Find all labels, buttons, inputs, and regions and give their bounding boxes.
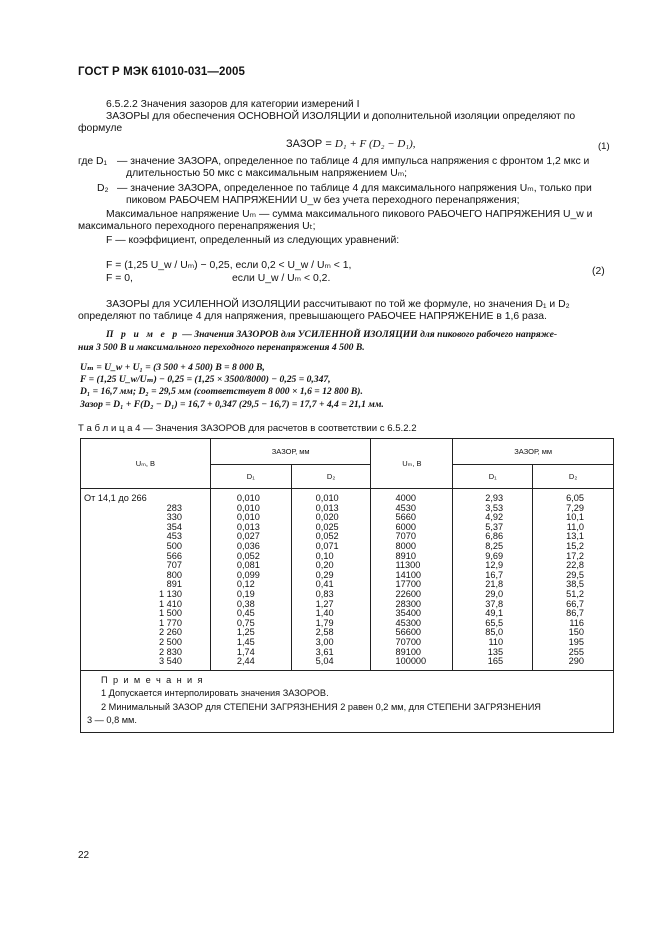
reinforced-line-2: определяют по таблице 4 для напряжения, превышающего РАБОЧЕЕ НАПРЯЖЕНИЕ в 1,6 раза. bbox=[78, 311, 547, 322]
table-caption bbox=[78, 422, 417, 435]
right-d2-row-5: 13,1 bbox=[566, 531, 584, 542]
left-d1-row-17: 1,74 bbox=[236, 646, 255, 657]
left-d2-row-4: 0,025 bbox=[315, 521, 339, 532]
right-d1-row-11: 29,0 bbox=[485, 588, 504, 599]
left-d2-row-9: 0,29 bbox=[315, 569, 334, 580]
right-d1-row-2: 3,53 bbox=[485, 502, 504, 513]
left-um-row-9: 800 bbox=[166, 569, 182, 580]
left-um-row-4: 354 bbox=[166, 521, 182, 532]
left-d1-row-3: 0,010 bbox=[236, 512, 260, 523]
column-left-d1 bbox=[210, 489, 291, 671]
left-d2-row-8: 0,20 bbox=[315, 560, 334, 571]
left-d1-row-2: 0,010 bbox=[236, 502, 260, 513]
right-d1-row-9: 16,7 bbox=[485, 569, 504, 580]
left-d1-row-11: 0,19 bbox=[236, 588, 255, 599]
left-d2-row-11: 0,83 bbox=[315, 588, 334, 599]
right-um-row-18: 100000 bbox=[395, 656, 427, 667]
left-d1-row-18: 2,44 bbox=[236, 656, 255, 667]
example-line-2: ния 3 500 В и максимального переходного перенапряжения 4 500 В. bbox=[78, 342, 365, 353]
left-d2-row-17: 3,61 bbox=[315, 646, 334, 657]
section-title: 6.5.2.2 Значения зазоров для категории измерений I bbox=[106, 99, 360, 110]
clearance-table bbox=[80, 438, 614, 733]
column-left-d2 bbox=[291, 489, 371, 671]
right-um-row-14: 45300 bbox=[395, 617, 422, 628]
max-voltage-line-1: Максимальное напряжение Uₘ — сумма максимального пикового РАБОЧЕГО НАПРЯЖЕНИЯ U_w и bbox=[106, 209, 593, 220]
intro-line-2: формуле bbox=[78, 123, 123, 134]
where-d2-line-1: — значение ЗАЗОРА, определенное по таблице 4 для максимального напряжения Uₘ, только при bbox=[117, 183, 592, 194]
right-d2-row-16: 195 bbox=[568, 636, 584, 647]
right-um-row-4: 6000 bbox=[395, 521, 416, 532]
header-gap-left: ЗАЗОР, мм bbox=[210, 439, 371, 465]
left-d2-row-14: 1,79 bbox=[315, 617, 334, 628]
left-um-row-14: 1 770 bbox=[159, 617, 182, 628]
example-calc-4: Зазор = D₁ + F(D₂ − D₁) = 16,7 + 0,347 (29,5 − 16,7) = 17,7 + 4,4 = 21,1 мм. bbox=[80, 399, 384, 410]
formula-2-line-1: F = (1,25 U_w / Uₘ) − 0,25, если 0,2 < U_w / Uₘ < 1, bbox=[106, 260, 352, 271]
left-um-row-13: 1 500 bbox=[159, 608, 182, 619]
where-d1-line-2: длительностью 50 мкс с максимальным напряжением Uₘ; bbox=[126, 168, 408, 179]
right-d1-row-13: 49,1 bbox=[485, 608, 504, 619]
right-d2-row-17: 255 bbox=[568, 646, 584, 657]
formula-1 bbox=[286, 138, 416, 151]
formula-1-number: (1) bbox=[598, 141, 610, 152]
where-d2-line-2: пиковом РАБОЧЕМ НАПРЯЖЕНИИ U_w без учета переходного перенапряжения; bbox=[126, 195, 520, 206]
header-gap-right: ЗАЗОР, мм bbox=[453, 439, 614, 465]
right-d2-row-3: 10,1 bbox=[566, 512, 584, 523]
left-d1-row-6: 0,036 bbox=[236, 540, 260, 551]
left-d2-row-10: 0,41 bbox=[315, 579, 334, 590]
header-um-left: Uₘ, В bbox=[81, 439, 211, 489]
left-d2-row-16: 3,00 bbox=[315, 636, 334, 647]
right-d2-row-14: 116 bbox=[569, 617, 584, 628]
left-d1-row-15: 1,25 bbox=[236, 627, 255, 638]
left-um-row-18: 3 540 bbox=[159, 656, 182, 667]
left-d1-row-5: 0,027 bbox=[236, 531, 260, 542]
example-line-1 bbox=[106, 328, 557, 341]
column-right-um bbox=[371, 489, 453, 671]
right-d1-row-12: 37,8 bbox=[485, 598, 504, 609]
left-um-row-12: 1 410 bbox=[159, 598, 182, 609]
left-d1-row-1: 0,010 bbox=[236, 493, 260, 503]
header-d2-left: D₂ bbox=[291, 465, 371, 489]
intro-line-1: ЗАЗОРЫ для обеспечения ОСНОВНОЙ ИЗОЛЯЦИИ и дополнительной изоляции определяют по bbox=[106, 111, 576, 122]
formula-1-lhs: ЗАЗОР = bbox=[286, 138, 335, 150]
table-caption-label: Т а б л и ц а 4 bbox=[78, 423, 141, 434]
right-d2-row-13: 86,7 bbox=[566, 608, 584, 619]
notes-title: П р и м е ч а н и я bbox=[101, 674, 204, 685]
left-um-row-15: 2 260 bbox=[159, 627, 182, 638]
right-um-row-12: 28300 bbox=[395, 598, 422, 609]
left-d1-row-12: 0,38 bbox=[236, 598, 255, 609]
formula-2-line-2a: F = 0, bbox=[106, 273, 133, 284]
right-um-row-3: 5660 bbox=[395, 512, 416, 523]
right-um-row-17: 89100 bbox=[395, 646, 422, 657]
left-d2-row-1: 0,010 bbox=[315, 493, 339, 503]
right-um-row-16: 70700 bbox=[395, 636, 422, 647]
note-2: 2 Минимальный ЗАЗОР для СТЕПЕНИ ЗАГРЯЗНЕНИЯ 2 равен 0,2 мм, для СТЕПЕНИ ЗАГРЯЗНЕНИЯ bbox=[101, 701, 541, 712]
example-calc-3: D₁ = 16,7 мм; D₂ = 29,5 мм (соответствует 8 000 × 1,6 = 12 800 В). bbox=[80, 386, 363, 397]
right-d1-row-18: 165 bbox=[487, 656, 504, 667]
note-1: 1 Допускается интерполировать значения ЗАЗОРОВ. bbox=[101, 688, 329, 699]
where-d1-line-1: — значение ЗАЗОРА, определенное по таблице 4 для импульса напряжения с фронтом 1,2 мкс и bbox=[117, 156, 590, 167]
right-d2-row-1: 6,05 bbox=[566, 493, 584, 503]
header-d2-right: D₂ bbox=[533, 465, 614, 489]
header-um-right: Uₘ, В bbox=[371, 439, 453, 489]
where-d1-prefix: где D₁ bbox=[78, 156, 108, 167]
right-d1-row-1: 2,93 bbox=[485, 493, 504, 503]
document-header: ГОСТ Р МЭК 61010-031—2005 bbox=[78, 66, 245, 78]
left-d2-row-18: 5,04 bbox=[315, 656, 334, 667]
right-um-row-15: 56600 bbox=[395, 627, 422, 638]
example-label: П р и м е р bbox=[106, 329, 180, 340]
left-um-row-6: 500 bbox=[166, 540, 182, 551]
right-d2-row-10: 38,5 bbox=[566, 579, 584, 590]
where-d2-prefix: D₂ bbox=[97, 183, 109, 194]
right-d1-row-7: 9,69 bbox=[485, 550, 504, 561]
left-um-row-10: 891 bbox=[166, 579, 182, 590]
right-d1-row-5: 6,86 bbox=[485, 531, 504, 542]
left-um-row-5: 453 bbox=[166, 531, 182, 542]
max-voltage-line-2: максимального переходного перенапряжения Uₜ; bbox=[78, 221, 316, 232]
example-calc-1: Uₘ = U_w + U₁ = (3 500 + 4 500) В = 8 000 В, bbox=[80, 362, 265, 373]
right-um-row-6: 8000 bbox=[395, 540, 416, 551]
left-d2-row-3: 0,020 bbox=[315, 512, 339, 523]
example-calc-2: F = (1,25 U_w/Uₘ) − 0,25 = (1,25 × 3500/8000) − 0,25 = 0,347, bbox=[80, 374, 331, 385]
right-d2-row-11: 51,2 bbox=[566, 588, 584, 599]
right-d1-row-14: 65,5 bbox=[485, 617, 504, 628]
page-number: 22 bbox=[78, 850, 90, 861]
left-d2-row-5: 0,052 bbox=[315, 531, 339, 542]
left-um-row-3: 330 bbox=[166, 512, 182, 523]
left-um-row-1: От 14,1 до 266 bbox=[84, 493, 147, 503]
right-um-row-10: 17700 bbox=[395, 579, 422, 590]
left-d2-row-2: 0,013 bbox=[315, 502, 339, 513]
table-notes bbox=[81, 670, 614, 732]
left-d1-row-13: 0,45 bbox=[236, 608, 255, 619]
left-um-row-8: 707 bbox=[166, 560, 182, 571]
right-um-row-2: 4530 bbox=[395, 502, 416, 513]
right-d2-row-12: 66,7 bbox=[566, 598, 584, 609]
left-d1-row-14: 0,75 bbox=[236, 617, 255, 628]
right-d1-row-4: 5,37 bbox=[485, 521, 504, 532]
column-right-d1 bbox=[453, 489, 533, 671]
right-um-row-9: 14100 bbox=[395, 569, 422, 580]
left-d2-row-6: 0,071 bbox=[315, 540, 339, 551]
left-d1-row-7: 0,052 bbox=[236, 550, 260, 561]
right-d1-row-10: 21,8 bbox=[485, 579, 504, 590]
left-um-row-7: 566 bbox=[166, 550, 182, 561]
right-d2-row-2: 7,29 bbox=[566, 502, 584, 513]
header-d1-right: D₁ bbox=[453, 465, 533, 489]
right-d2-row-8: 22,8 bbox=[566, 560, 584, 571]
formula-1-rhs: D₁ + F (D₂ − D₁), bbox=[334, 138, 416, 150]
f-definition: F — коэффициент, определенный из следующих уравнений: bbox=[106, 235, 400, 246]
right-d1-row-3: 4,92 bbox=[485, 512, 504, 523]
left-d1-row-10: 0,12 bbox=[236, 579, 255, 590]
right-um-row-13: 35400 bbox=[395, 608, 422, 619]
right-d2-row-7: 17,2 bbox=[566, 550, 584, 561]
left-um-row-2: 283 bbox=[166, 502, 182, 513]
right-um-row-8: 11300 bbox=[395, 560, 421, 571]
right-d2-row-18: 290 bbox=[568, 656, 584, 667]
reinforced-line-1: ЗАЗОРЫ для УСИЛЕННОЙ ИЗОЛЯЦИИ рассчитывают по той же формуле, но значения D₁ и D₂ bbox=[106, 299, 570, 310]
right-um-row-5: 7070 bbox=[395, 531, 416, 542]
left-um-row-17: 2 830 bbox=[159, 646, 182, 657]
left-d1-row-4: 0,013 bbox=[236, 521, 260, 532]
right-d1-row-16: 110 bbox=[488, 636, 504, 647]
formula-2-line-2b: если U_w / Uₘ < 0,2. bbox=[232, 273, 331, 284]
right-d1-row-17: 135 bbox=[487, 646, 504, 657]
header-d1-left: D₁ bbox=[210, 465, 291, 489]
column-left-um bbox=[81, 489, 211, 671]
right-um-row-1: 4000 bbox=[395, 493, 416, 503]
formula-2-number: (2) bbox=[592, 266, 605, 277]
left-d1-row-9: 0,099 bbox=[236, 569, 260, 580]
column-right-d2 bbox=[533, 489, 614, 671]
left-d1-row-16: 1,45 bbox=[236, 636, 255, 647]
left-d2-row-13: 1,40 bbox=[315, 608, 334, 619]
right-um-row-11: 22600 bbox=[395, 588, 422, 599]
example-text-1: — Значения ЗАЗОРОВ для УСИЛЕННОЙ ИЗОЛЯЦИИ для пикового рабочего напряже- bbox=[179, 329, 558, 340]
right-d1-row-6: 8,25 bbox=[485, 540, 504, 551]
right-d2-row-15: 150 bbox=[568, 627, 584, 638]
note-2-continued: 3 — 0,8 мм. bbox=[87, 715, 137, 726]
right-um-row-7: 8910 bbox=[395, 550, 416, 561]
right-d2-row-9: 29,5 bbox=[566, 569, 584, 580]
left-d2-row-7: 0,10 bbox=[315, 550, 334, 561]
left-d2-row-12: 1,27 bbox=[315, 598, 334, 609]
left-d2-row-15: 2,58 bbox=[315, 627, 334, 638]
right-d2-row-6: 15,2 bbox=[566, 540, 584, 551]
right-d1-row-15: 85,0 bbox=[485, 627, 504, 638]
left-um-row-11: 1 130 bbox=[159, 588, 182, 599]
right-d2-row-4: 11,0 bbox=[566, 521, 584, 532]
table-caption-text: — Значения ЗАЗОРОВ для расчетов в соответствии с 6.5.2.2 bbox=[140, 423, 417, 434]
left-um-row-16: 2 500 bbox=[159, 636, 182, 647]
right-d1-row-8: 12,9 bbox=[485, 560, 504, 571]
left-d1-row-8: 0,081 bbox=[236, 560, 260, 571]
